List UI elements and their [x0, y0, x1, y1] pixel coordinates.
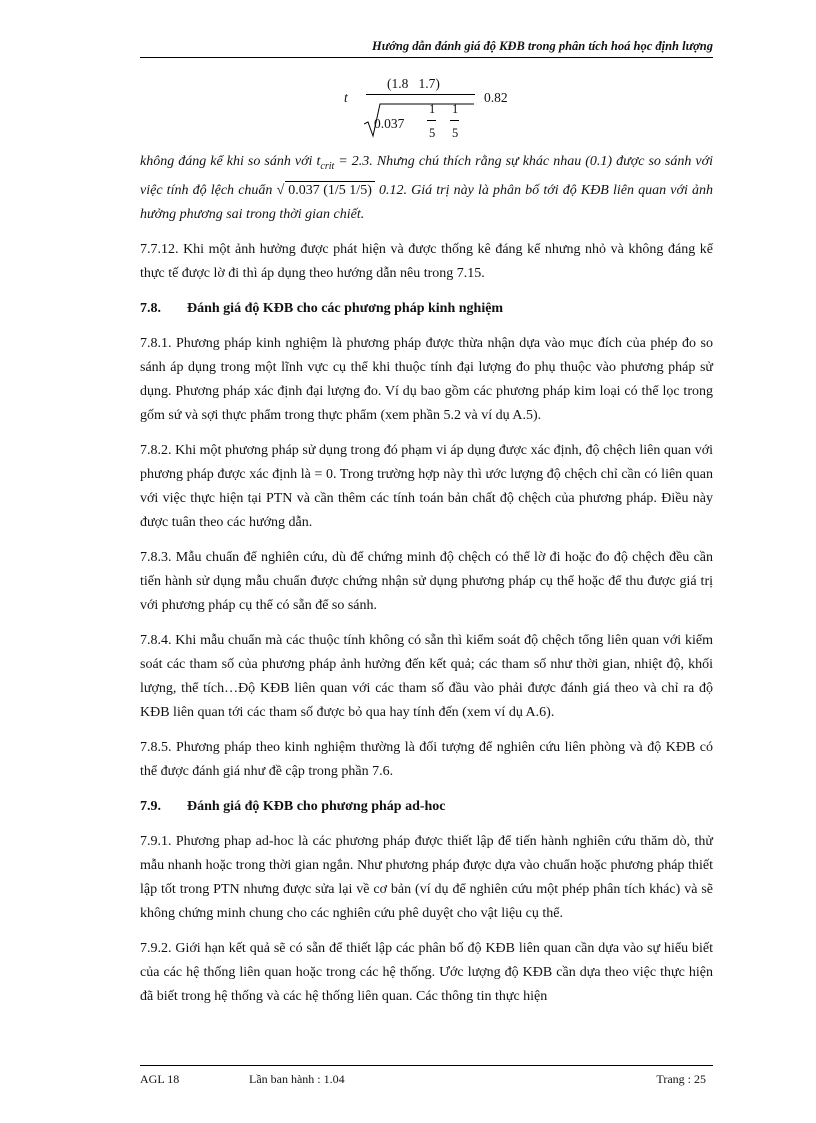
formula-frac2-numerator: 1	[452, 102, 459, 116]
footer-edition: Lần ban hành : 1.04	[249, 1072, 345, 1086]
text-run: 0.12. Giá trị này là phân bố tới độ KĐB liên quan với ảnh hưởng phương sai trong thời gian chiết.	[140, 182, 714, 222]
page-content	[140, 150, 713, 1020]
paragraph-7-8-2: 7.8.2. Khi một phương pháp sử dụng trong đó phạm vi áp dụng được xác định, độ chệch liên quan với phương pháp được xác định là = 0. Trong trường hợp này thì ước lượng độ chệch chỉ cần có liên quan với việc thực hiện tại PTN và cần thêm các tính toán bản chất độ chệch của phương pháp. Điều này được tuân theo các hướng dẫn.	[140, 442, 713, 530]
sqrt-icon: √	[276, 182, 285, 198]
formula-result: 0.82	[484, 90, 508, 105]
paragraph-7-7-12: 7.7.12. Khi một ảnh hưởng được phát hiện và được thống kê đáng kể nhưng nhỏ và không đáng kể thực tế được lờ đi thì áp dụng theo hướng dẫn nêu trong 7.15.	[140, 241, 713, 281]
formula-frac2-line	[450, 120, 459, 121]
section-title: Đánh giá độ KĐB cho các phương pháp kinh nghiệm	[187, 300, 504, 316]
footer-doc-code: AGL 18	[140, 1072, 180, 1086]
paragraph-7-8-3: 7.8.3. Mẫu chuẩn để nghiên cứu, dù để chứng minh độ chệch có thể lờ đi hoặc đo độ chệch đều cần tiến hành sử dụng mẫu chuẩn được chứng nhận sử dụng phương pháp cụ thể hoặc để thu được giá trị với phương pháp cụ thể có sẵn để so sánh.	[140, 549, 713, 613]
formula-frac2-denominator: 5	[452, 126, 459, 140]
formula-comment-paragraph	[140, 150, 713, 227]
section-number: 7.9.	[140, 798, 161, 814]
paragraph-7-9-1: 7.9.1. Phương phap ad-hoc là các phương pháp được thiết lập để tiến hành nghiên cứu thăm dò, thử mẫu nhanh hoặc trong thời gian ngắn. Như phương pháp được dựa vào chuẩn hoặc phương pháp thiết lập tốt trong PTN nhưng được sửa lại về cơ bản (ví dụ để nghiên cứu một phép phân tích khác) và sẽ không chứng minh chung cho các nghiên cứu phê duyệt cho vật liệu cụ thể.	[140, 833, 713, 921]
section-heading-7-8	[140, 297, 713, 321]
formula-fraction-line	[366, 94, 475, 95]
paragraph-7-8-1: 7.8.1. Phương pháp kinh nghiệm là phương pháp được thừa nhận dựa vào mục đích của phép đo so sánh áp dụng trong một lĩnh vực cụ thể khi thuộc tính đại lượng đo phụ thuộc vào phương pháp sử dụng. Phương pháp xác định đại lượng đo. Ví dụ bao gồm các phương pháp kim loại có thể lọc trong gốm sứ và sợi thực phẩm trong thực phẩm (xem phần 5.2 và ví dụ A.5).	[140, 335, 713, 423]
footer-page-number: Trang : 25	[656, 1072, 706, 1086]
formula-lhs: t	[344, 90, 348, 105]
paragraph-7-9-2: 7.9.2. Giới hạn kết quả sẽ có sẵn để thiết lập các phân bố độ KĐB liên quan cần dựa vào sự hiểu biết của các hệ thống liên quan hoặc trong các hệ thống. Ước lượng độ KĐB cần dựa theo việc thực hiện đã biết trong hệ thống và các hệ thống liên quan. Các thông tin thực hiện	[140, 940, 713, 1004]
paragraph-7-8-5: 7.8.5. Phương pháp theo kinh nghiệm thường là đối tượng để nghiên cứu liên phòng và độ KĐB có thể được đánh giá như đề cập trong phần 7.6.	[140, 739, 713, 779]
section-title: Đánh giá độ KĐB cho phương pháp ad-hoc	[187, 798, 446, 814]
text-run: = 2.3. Nhưng chú thích rằng sự khác nhau (0.1) được so sánh với việc tính độ lệch chuẩn	[140, 154, 713, 198]
inline-radicand: 0.037 (1/5 1/5)	[285, 181, 375, 200]
subscript-crit: crit	[320, 160, 335, 172]
section-number: 7.8.	[140, 300, 161, 316]
paragraph-7-8-4: 7.8.4. Khi mẫu chuẩn mà các thuộc tính không có sẵn thì kiểm soát độ chệch tổng liên quan với kiểm soát các tham số của phương pháp ảnh hưởng đến kết quả; các tham số như thời gian, nhiệt độ, khối lượng, thể tích…Độ KĐB liên quan với các tham số đầu vào phải được đánh giá theo và chỉ ra độ KĐB liên quan tới các tham số được bỏ qua hay tính đến (xem ví dụ A.6).	[140, 632, 713, 720]
section-heading-7-9	[140, 795, 713, 819]
formula-numerator: (1.8 1.7)	[387, 76, 440, 91]
formula-frac1-numerator: 1	[429, 102, 436, 116]
footer-rule	[140, 1065, 713, 1066]
text-run: không đáng kể khi so sánh với t	[140, 154, 321, 169]
formula-frac1-denominator: 5	[429, 126, 436, 140]
formula-frac1-line	[427, 120, 436, 121]
running-header: Hướng dẫn đánh giá độ KĐB trong phân tích hoá học định lượng	[372, 39, 713, 53]
formula-radicand: 0.037	[374, 116, 405, 131]
t-test-formula	[0, 0, 816, 150]
